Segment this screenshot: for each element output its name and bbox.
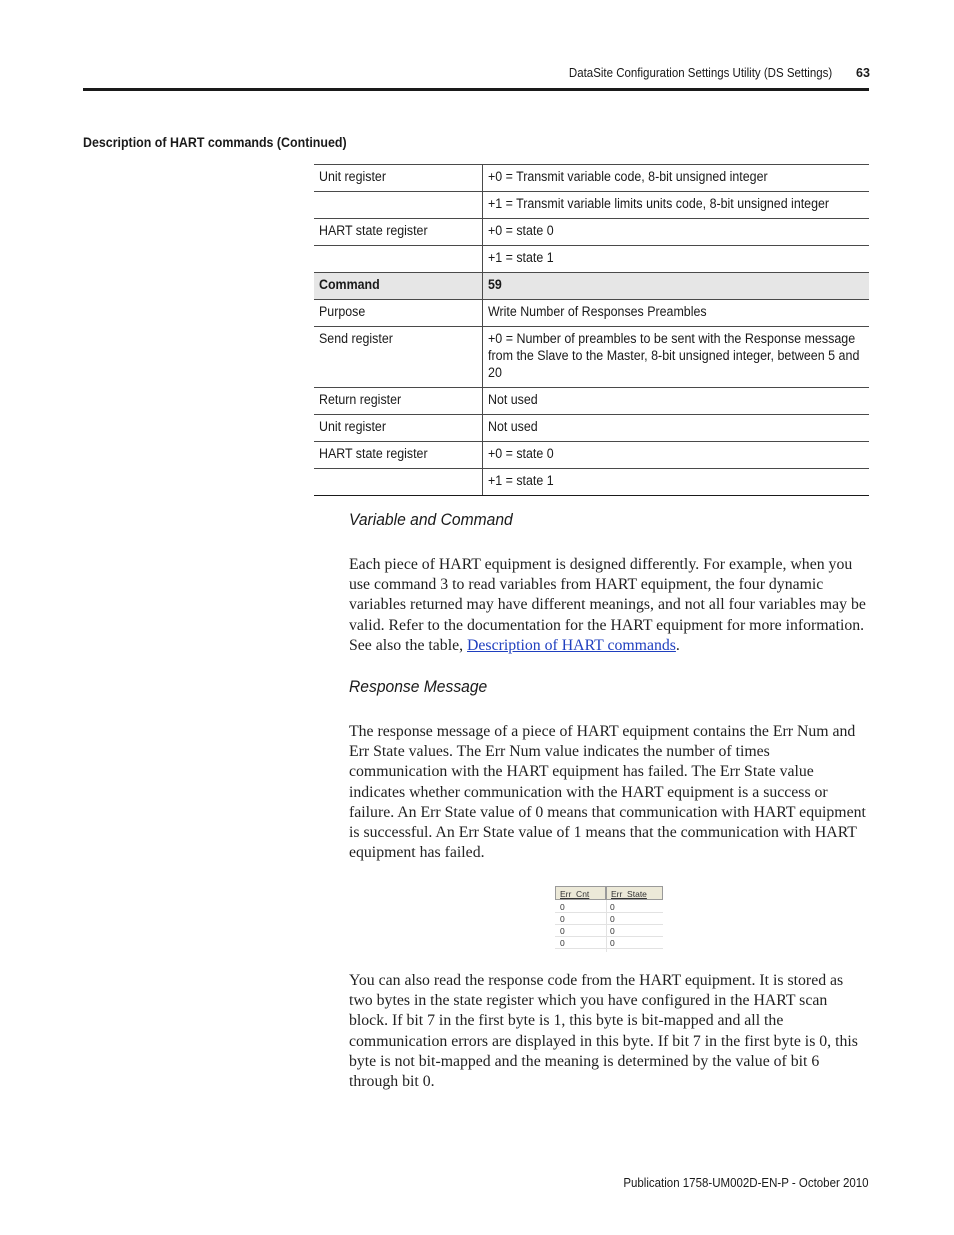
table-cell: +1 = Transmit variable limits units code, 8-bit unsigned integer (488, 196, 830, 211)
table-cell: HART state register (319, 223, 428, 238)
err-cnt-value: 0 (560, 938, 565, 948)
table-row (555, 913, 663, 925)
table-row (314, 246, 869, 273)
err-cnt-value: 0 (560, 902, 565, 912)
table-header-row (314, 273, 869, 300)
response-message-heading: Response Message (349, 677, 488, 696)
table-row (314, 388, 869, 415)
err-state-column-header: Err_State (606, 886, 663, 900)
paragraph-text-end: . (675, 636, 680, 654)
table-row (555, 937, 663, 949)
running-header-title: DataSite Configuration Settings Utility (DS Settings) (568, 66, 832, 80)
hart-commands-link[interactable]: Description of HART commands (467, 636, 676, 654)
table-row (314, 415, 869, 442)
table-cell: +1 = state 1 (488, 250, 554, 265)
table-cell: Send register (319, 331, 393, 346)
table-cell: Not used (488, 419, 538, 434)
table-cell: +0 = Transmit variable code, 8-bit unsigned integer (488, 169, 768, 184)
table-cell: Return register (319, 392, 402, 407)
table-row (314, 192, 869, 219)
table-row (314, 469, 869, 496)
table-cell: Not used (488, 392, 538, 407)
err-state-value: 0 (610, 938, 615, 948)
err-state-value: 0 (610, 902, 615, 912)
table-row (314, 165, 869, 192)
err-state-value: 0 (610, 926, 615, 936)
publication-footer: Publication 1758-UM002D-EN-P - October 2010 (623, 1176, 869, 1190)
table-row (314, 327, 869, 388)
table-row (314, 300, 869, 327)
table-cell: Purpose (319, 304, 366, 319)
err-values-screenshot (555, 886, 663, 952)
err-cnt-value: 0 (560, 926, 565, 936)
section-heading: Description of HART commands (Continued) (83, 135, 347, 150)
header-rule (83, 88, 869, 91)
err-cnt-column-header: Err_Cnt (555, 886, 606, 900)
table-row (314, 442, 869, 469)
table-cell: Unit register (319, 419, 386, 434)
response-code-paragraph: You can also read the response code from the HART equipment. It is stored as two bytes in the state register which you have configured in the HART scan block. If bit 7 in the first byte is 1, this byte is bit-mapped and all the communication errors are displayed in this byte. If bit 7 in the first byte is 0, this byte is not bit-mapped and the meaning is determined by the value of bit 6 through bit 0. (349, 972, 858, 1091)
variable-and-command-heading: Variable and Command (349, 510, 513, 529)
table-cell: Unit register (319, 169, 386, 184)
table-cell: 59 (488, 277, 502, 292)
paragraph-text: Each piece of HART equipment is designed differently. For example, when you use command 3 to read variables from HART equipment, the four dynamic variables returned may have different meanings, and not all four variables may be valid. Refer to the documentation for the HART equipment for more information. See also the table, (349, 556, 866, 654)
variable-and-command-paragraph (349, 555, 869, 656)
table-cell: +0 = state 0 (488, 446, 554, 461)
table-cell: HART state register (319, 446, 428, 461)
table-row (555, 901, 663, 913)
table-cell: +1 = state 1 (488, 473, 554, 488)
table-cell: Write Number of Responses Preambles (488, 304, 707, 319)
table-cell: +0 = Number of preambles to be sent with the Response message from the Slave to the Master, 8-bit unsigned integer, between 5 and 20 (488, 331, 860, 380)
table-row (314, 219, 869, 246)
hart-command-table (314, 164, 869, 496)
response-message-paragraph: The response message of a piece of HART equipment contains the Err Num and Err State values. The Err Num value indicates the number of times communication with the HART equipment has failed. The Err State value indicates whether communication with the HART equipment is a success or failure. An Err State value of 0 means that communication with HART equipment is successful. An Err State value of 1 means that the communication with HART equipment has failed. (349, 723, 866, 862)
page-number: 63 (856, 66, 870, 80)
table-cell: Command (319, 277, 380, 292)
err-state-value: 0 (610, 914, 615, 924)
table-cell: +0 = state 0 (488, 223, 554, 238)
err-cnt-value: 0 (560, 914, 565, 924)
table-row (555, 925, 663, 937)
